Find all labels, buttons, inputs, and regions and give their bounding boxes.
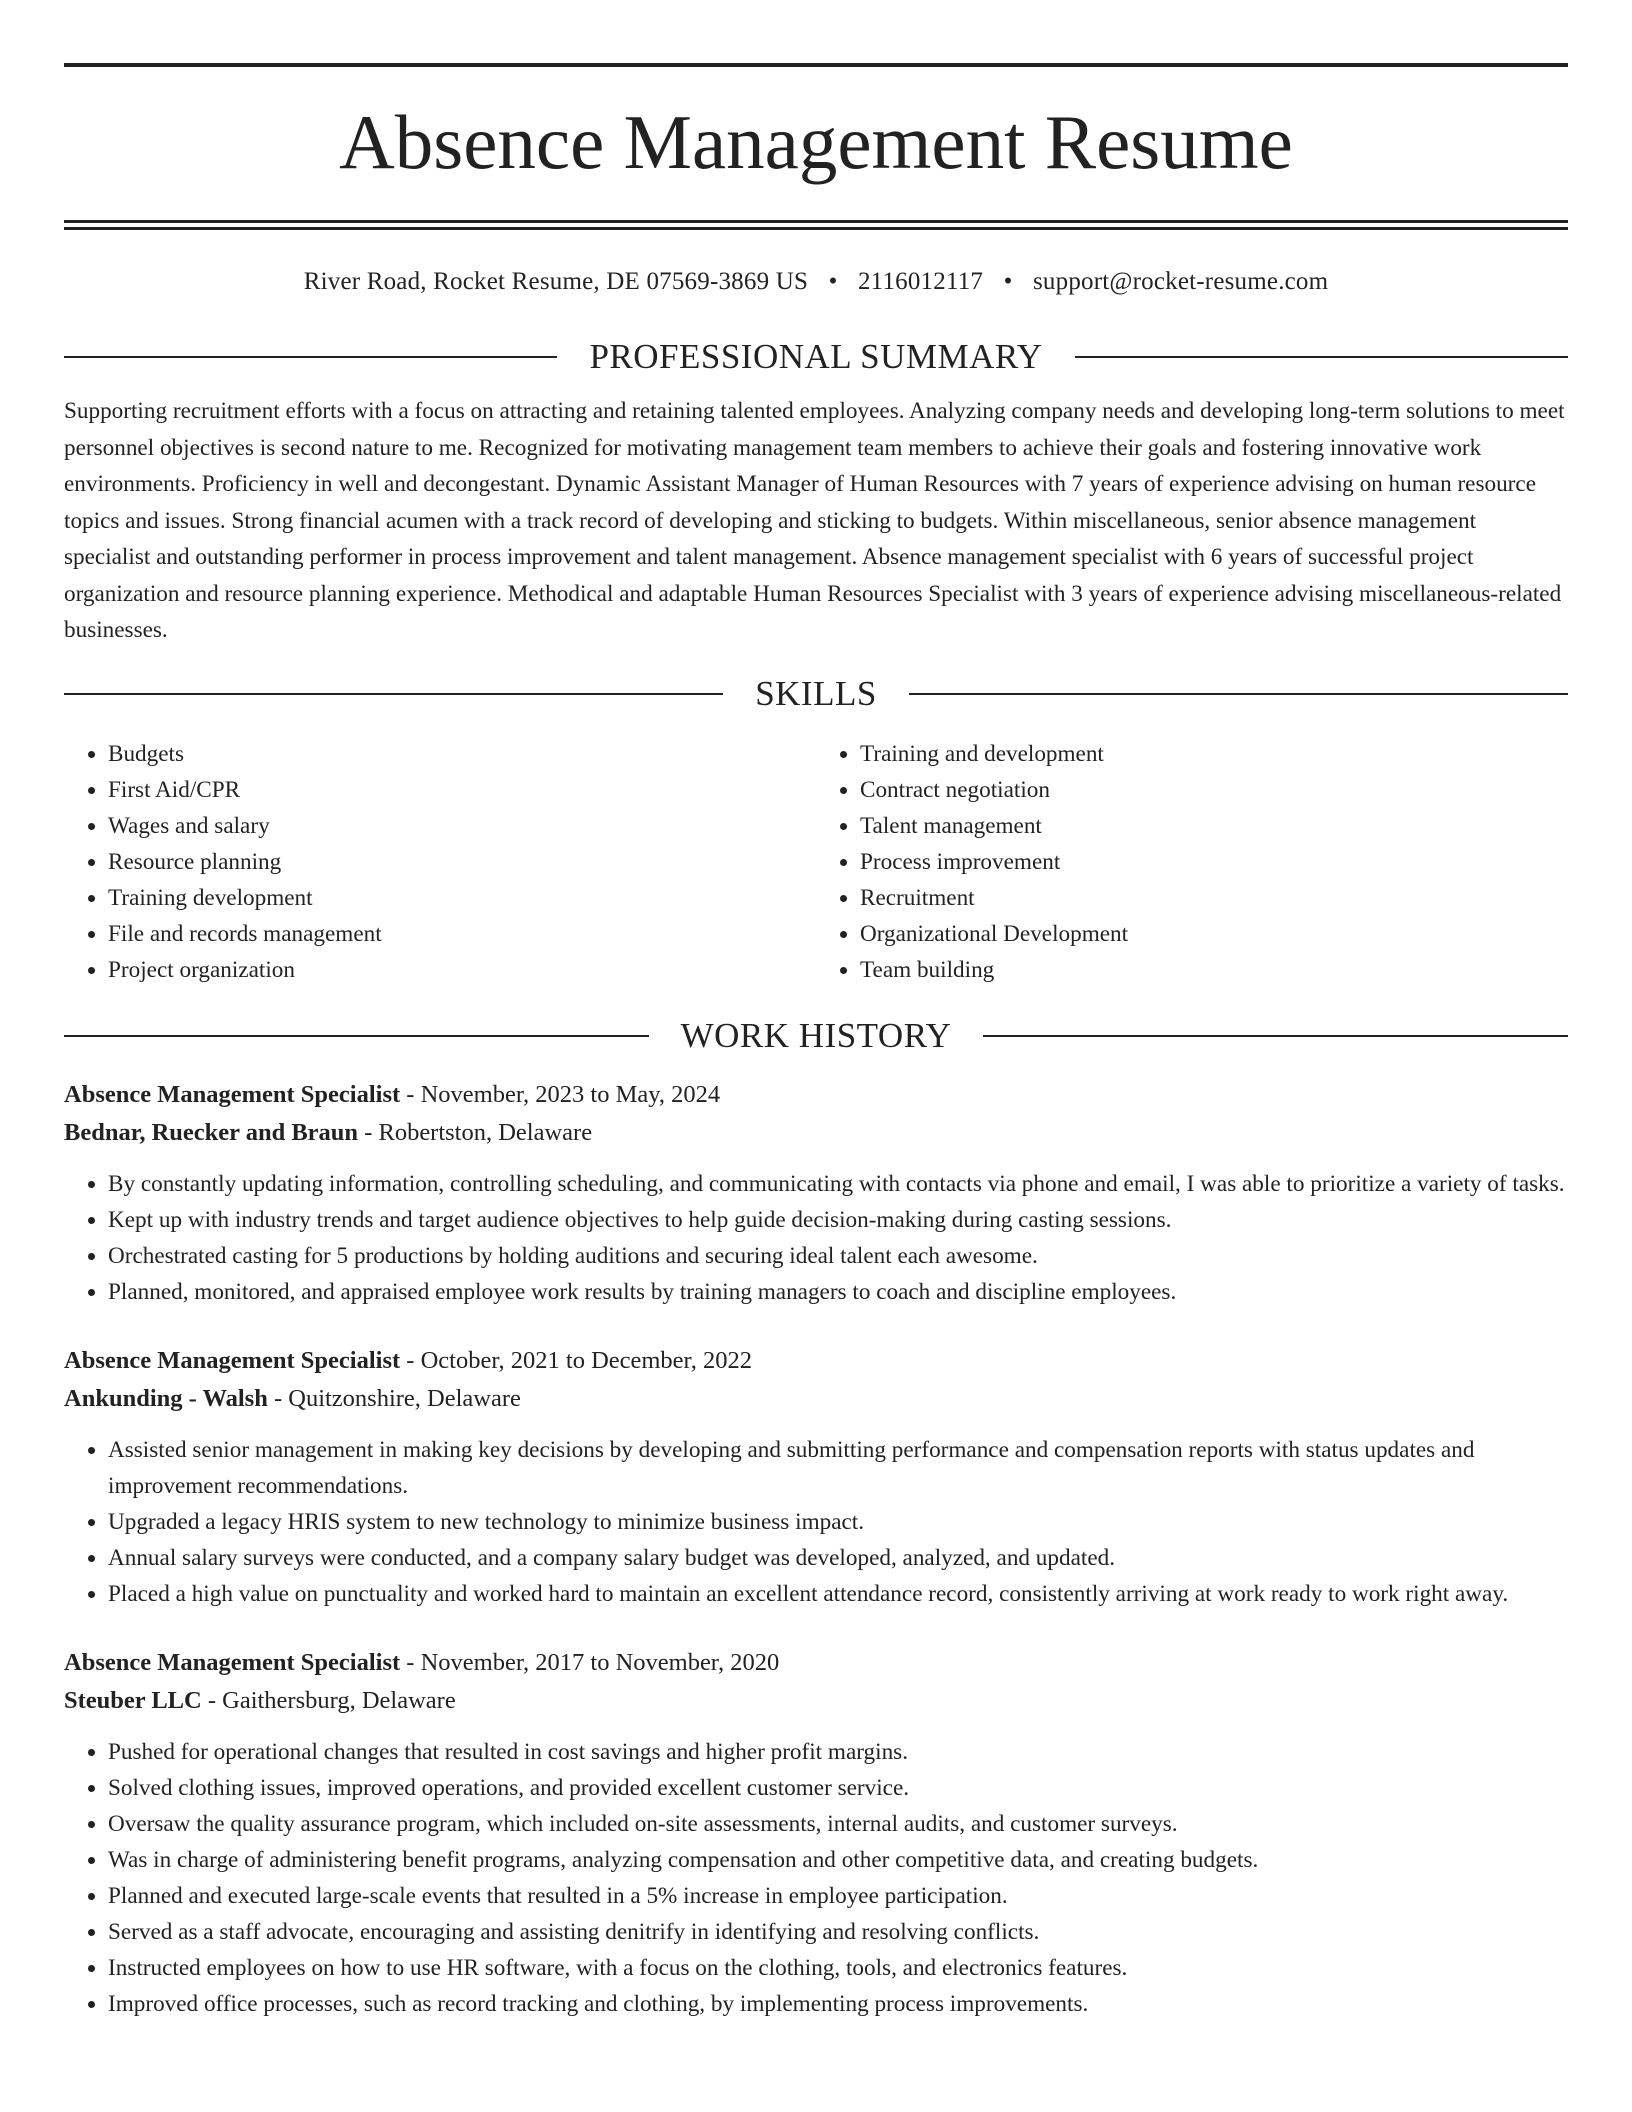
job-location: - Gaithersburg, Delaware — [201, 1686, 456, 1714]
skill-item: • Talent management — [860, 808, 1568, 844]
job-bullets — [64, 1432, 1568, 1612]
header-rule-left — [64, 356, 557, 358]
skill-item: • Training and development — [860, 736, 1568, 772]
contact-separator: • — [1003, 268, 1013, 295]
resume-title: Absence Management Resume — [339, 99, 1293, 185]
contact-line — [64, 264, 1568, 300]
job-company-line — [64, 1114, 1568, 1152]
job-bullet: • Was in charge of administering benefit programs, analyzing compensation and other competitive data, and creating budgets. — [108, 1842, 1568, 1878]
job-bullet: • Instructed employees on how to use HR software, with a focus on the clothing, tools, and electronics features. — [108, 1950, 1568, 1986]
skill-item: • Resource planning — [108, 844, 816, 880]
skill-item: • Recruitment — [860, 880, 1568, 916]
job-bullet: • Annual salary surveys were conducted, and a company salary budget was developed, analyzed, and updated. — [108, 1540, 1568, 1576]
job-company: Bednar, Ruecker and Braun — [64, 1118, 359, 1146]
job-company-line — [64, 1682, 1568, 1720]
job-company-line — [64, 1380, 1568, 1418]
job-dates: - October, 2021 to December, 2022 — [400, 1346, 752, 1374]
skill-item: • Organizational Development — [860, 916, 1568, 952]
contact-phone: 2116012117 — [857, 268, 984, 295]
header-rule-right — [983, 1035, 1568, 1037]
job-bullet: • By constantly updating information, controlling scheduling, and communicating with contacts via phone and email, I was able to prioritize a variety of tasks. — [108, 1166, 1568, 1202]
job-title-line — [64, 1076, 1568, 1114]
skill-item: • Project organization — [108, 952, 816, 988]
header-rule-left — [64, 1035, 649, 1037]
job-bullet: • Solved clothing issues, improved operations, and provided excellent customer service. — [108, 1770, 1568, 1806]
summary-text: Supporting recruitment efforts with a focus on attracting and retaining talented employees. Analyzing company needs and developing long-term solutions to meet personnel objectives is second nature to me. Recognized for motivating management team members to achieve their goals and fostering innovative work environments. Proficiency in well and decongestant. Dynamic Assistant Manager of Human Resources with 7 years of experience advising on human resource topics and issues. Strong financial acumen with a track record of developing and sticking to budgets. Within miscellaneous, senior absence management specialist and outstanding performer in process improvement and talent management. Absence management specialist with 6 years of successful project organization and resource planning experience. Methodical and adaptable Human Resources Specialist with 3 years of experience advising miscellaneous-related businesses. — [64, 398, 1565, 643]
skill-item: • Training development — [108, 880, 816, 916]
job-bullet: • Kept up with industry trends and target audience objectives to help guide decision-making during casting sessions. — [108, 1202, 1568, 1238]
work-section-header — [64, 1016, 1568, 1056]
job-title: Absence Management Specialist — [64, 1346, 401, 1374]
job-dates: - November, 2023 to May, 2024 — [400, 1080, 721, 1108]
job-bullet: • Planned, monitored, and appraised employee work results by training managers to coach and discipline employees. — [108, 1274, 1568, 1310]
skills-column-right — [816, 736, 1568, 988]
skills-list — [64, 736, 1568, 988]
contact-email: support@rocket-resume.com — [1032, 268, 1329, 295]
skill-item: • First Aid/CPR — [108, 772, 816, 808]
skill-item: • Process improvement — [860, 844, 1568, 880]
job-entry — [64, 1342, 1568, 1612]
top-rule — [64, 63, 1568, 67]
contact-address: River Road, Rocket Resume, DE 07569-3869 US — [303, 268, 809, 295]
job-bullet: • Improved office processes, such as record tracking and clothing, by implementing process improvements. — [108, 1986, 1568, 2022]
job-entry — [64, 1076, 1568, 1310]
job-title-line — [64, 1644, 1568, 1682]
skills-section-header — [64, 674, 1568, 714]
job-company: Steuber LLC — [64, 1686, 202, 1714]
job-location: - Robertston, Delaware — [358, 1118, 593, 1146]
job-company: Ankunding - Walsh — [64, 1384, 268, 1412]
skills-column-left — [64, 736, 816, 988]
job-bullets — [64, 1166, 1568, 1310]
job-bullet: • Planned and executed large-scale events that resulted in a 5% increase in employee participation. — [108, 1878, 1568, 1914]
job-bullet: • Oversaw the quality assurance program, which included on-site assessments, internal audits, and customer surveys. — [108, 1806, 1568, 1842]
skill-item: • Wages and salary — [108, 808, 816, 844]
skills-heading: SKILLS — [755, 673, 877, 713]
job-bullets — [64, 1734, 1568, 2022]
skill-item: • File and records management — [108, 916, 816, 952]
summary-heading: PROFESSIONAL SUMMARY — [589, 337, 1043, 376]
skill-item: • Contract negotiation — [860, 772, 1568, 808]
summary-section-header — [64, 337, 1568, 377]
header-rule-right — [1075, 356, 1568, 358]
job-dates: - November, 2017 to November, 2020 — [400, 1648, 780, 1676]
job-bullet: • Upgraded a legacy HRIS system to new technology to minimize business impact. — [108, 1504, 1568, 1540]
job-entry — [64, 1644, 1568, 2022]
job-bullet: • Pushed for operational changes that resulted in cost savings and higher profit margins. — [108, 1734, 1568, 1770]
contact-separator: • — [828, 268, 838, 295]
job-title: Absence Management Specialist — [64, 1648, 401, 1676]
header-rule-left — [64, 693, 723, 695]
skill-item: • Team building — [860, 952, 1568, 988]
header-rule-right — [909, 693, 1568, 695]
title-double-rule — [64, 220, 1568, 230]
job-title: Absence Management Specialist — [64, 1080, 401, 1108]
skill-item: • Budgets — [108, 736, 816, 772]
job-bullet: • Served as a staff advocate, encouraging and assisting denitrify in identifying and resolving conflicts. — [108, 1914, 1568, 1950]
job-bullet: • Orchestrated casting for 5 productions by holding auditions and securing ideal talent each awesome. — [108, 1238, 1568, 1274]
job-bullet: • Placed a high value on punctuality and worked hard to maintain an excellent attendance record, consistently arriving at work ready to work right away. — [108, 1576, 1568, 1612]
resume-page — [64, 0, 1568, 2022]
job-location: - Quitzonshire, Delaware — [267, 1384, 521, 1412]
job-bullet: • Assisted senior management in making key decisions by developing and submitting performance and compensation reports with status updates and improvement recommendations. — [108, 1432, 1568, 1504]
job-title-line — [64, 1342, 1568, 1380]
work-heading: WORK HISTORY — [680, 1015, 952, 1055]
